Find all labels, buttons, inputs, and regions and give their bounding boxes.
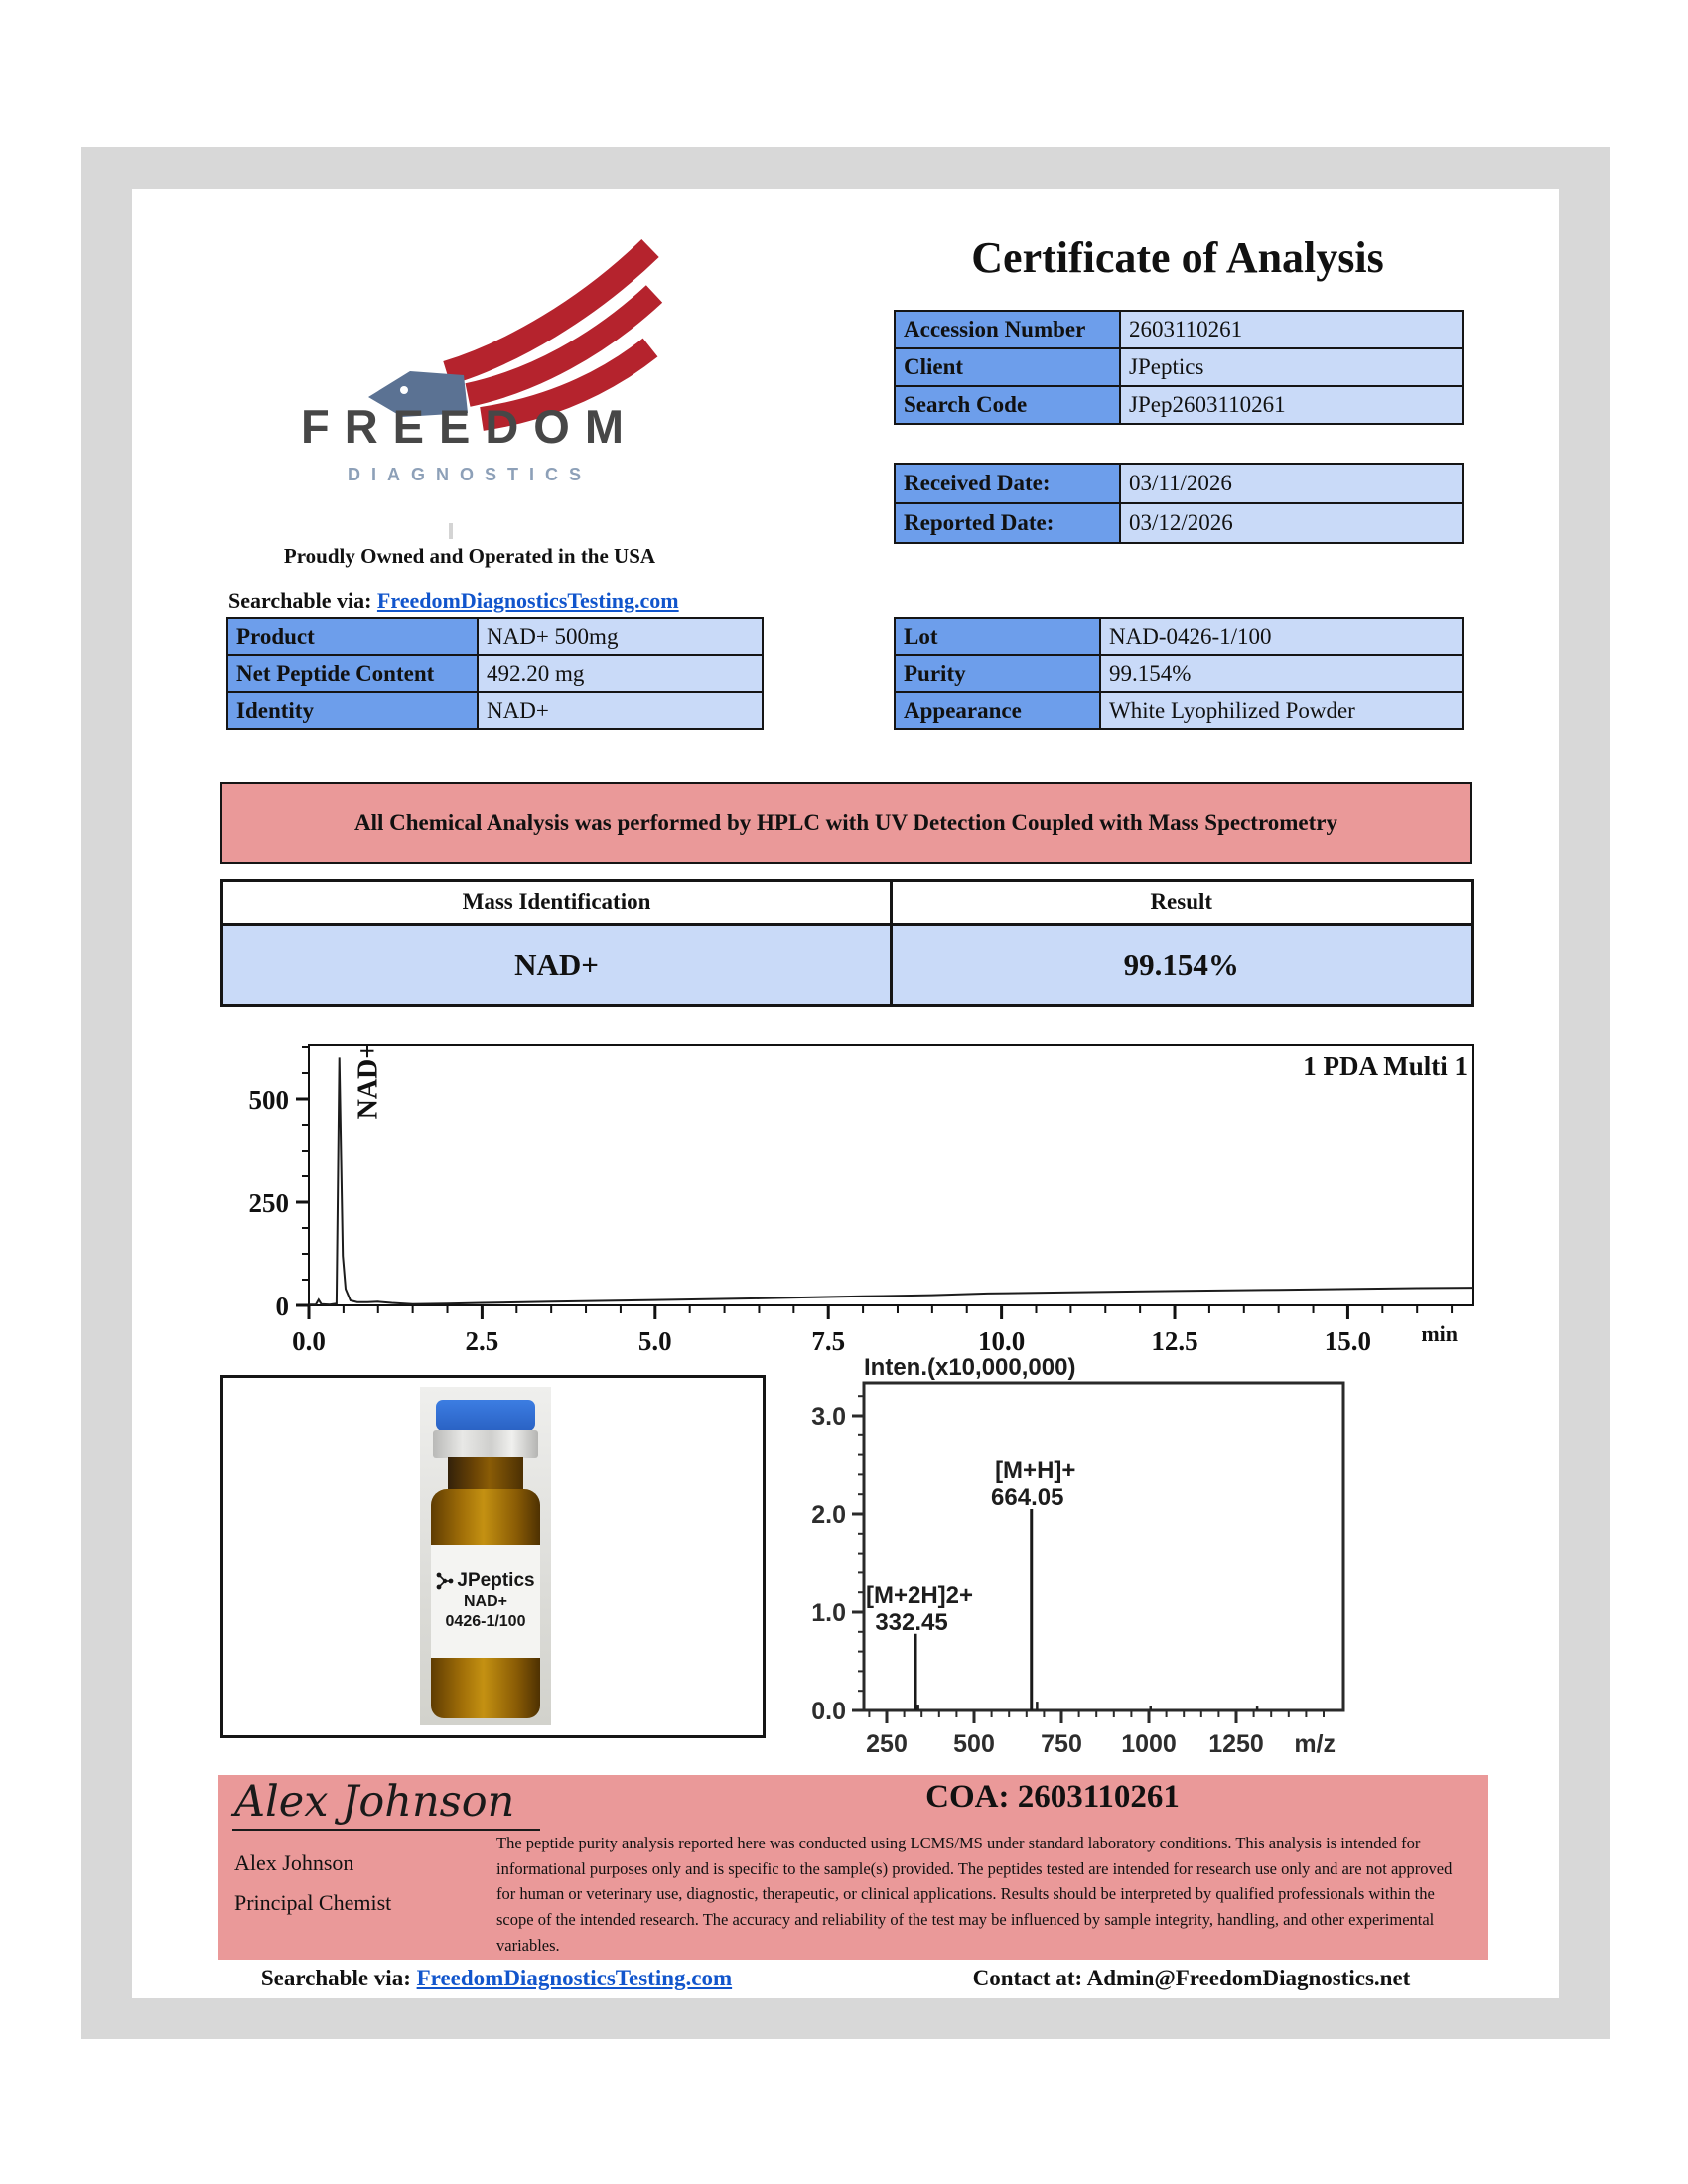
x-axis-tick-label: 15.0 bbox=[1324, 1326, 1372, 1356]
hplc-chromatogram bbox=[220, 1030, 1489, 1358]
searchable-label: Searchable via: bbox=[228, 588, 372, 613]
vial-cap bbox=[436, 1400, 535, 1431]
table-value-cell: NAD+ bbox=[479, 693, 762, 728]
table-value-cell: JPep2603110261 bbox=[1121, 387, 1462, 423]
vial-product-line: NAD+ bbox=[463, 1593, 507, 1610]
ion-label: [M+2H]2+ bbox=[865, 1581, 974, 1609]
x-axis-tick-label: 5.0 bbox=[637, 1326, 672, 1356]
product-vial-photo-frame bbox=[220, 1375, 766, 1738]
table-value-cell: White Lyophilized Powder bbox=[1101, 693, 1462, 728]
mass-spectrum-chart bbox=[794, 1355, 1489, 1762]
result-header-cell: Result bbox=[893, 882, 1472, 923]
page-title: Certificate of Analysis bbox=[971, 233, 1384, 282]
table-label-cell: Reported Date: bbox=[896, 504, 1119, 542]
table-label-cell: Client bbox=[896, 349, 1119, 385]
usa-tagline: Proudly Owned and Operated in the USA bbox=[283, 544, 656, 568]
table-value-cell: JPeptics bbox=[1121, 349, 1462, 385]
vial-body bbox=[431, 1489, 540, 1718]
table-value-cell: NAD+ 500mg bbox=[479, 619, 762, 654]
y-axis-tick-label: 500 bbox=[248, 1085, 289, 1115]
x-axis-tick-label: 12.5 bbox=[1151, 1326, 1198, 1356]
footer-contact-label: Contact at: bbox=[972, 1966, 1083, 1990]
table-label-cell: Product bbox=[228, 619, 477, 654]
x-axis-unit-label: min bbox=[1421, 1321, 1458, 1346]
signer-name: Alex Johnson bbox=[234, 1850, 354, 1875]
x-axis-tick-label: 750 bbox=[1041, 1730, 1082, 1758]
chromatogram-plot-box bbox=[309, 1042, 1473, 1305]
molecule-icon bbox=[436, 1572, 454, 1590]
mz-value-label: 332.45 bbox=[875, 1608, 948, 1636]
mass-id-value-cell: NAD+ bbox=[223, 926, 890, 1004]
product-table bbox=[226, 617, 764, 730]
logo-brand-text: FREEDOM bbox=[301, 400, 638, 453]
x-axis-unit-label: m/z bbox=[1294, 1730, 1336, 1758]
table-label-cell: Identity bbox=[228, 693, 477, 728]
method-banner: All Chemical Analysis was performed by HPLC with UV Detection Coupled with Mass Spectrometry bbox=[220, 782, 1472, 864]
mz-value-label: 664.05 bbox=[991, 1484, 1064, 1512]
x-axis-tick-label: 7.5 bbox=[811, 1326, 846, 1356]
table-label-cell: Net Peptide Content bbox=[228, 656, 477, 691]
ion-label: [M+H]+ bbox=[995, 1457, 1076, 1485]
vial-neck bbox=[448, 1457, 523, 1490]
disclaimer-text: The peptide purity analysis reported here was conducted using LCMS/MS under standard laboratory conditions. This analysis is intended for informational purposes only and is specific to the sample(s) provided. The peptides tested are intended for research use only and are not approved for human or veterinary use, diagnostic, therapeutic, or clinical applications. Results should be interpreted by qualified professionals within the scope of the intended research. The accuracy and reliability of the test may be influenced by sample integrity, handling, and other experimental variables. bbox=[496, 1834, 1453, 1955]
logo-sub-text: DIAGNOSTICS bbox=[347, 465, 592, 484]
chromatogram-trace bbox=[309, 1057, 1473, 1304]
y-axis-tick-label: 1.0 bbox=[811, 1599, 846, 1627]
searchable-link[interactable]: FreedomDiagnosticsTesting.com bbox=[376, 588, 679, 613]
vial-label bbox=[431, 1545, 540, 1658]
result-value-cell: 99.154% bbox=[893, 926, 1472, 1004]
vial-brand-row bbox=[436, 1570, 534, 1592]
y-axis-tick-label: 0.0 bbox=[811, 1698, 846, 1725]
accession-table bbox=[894, 310, 1464, 425]
footer-contact-value: Admin@FreedomDiagnostics.net bbox=[1086, 1966, 1411, 1990]
vial-lot-line: 0426-1/100 bbox=[445, 1613, 526, 1630]
detector-channel-label: 1 PDA Multi 1 bbox=[1303, 1051, 1468, 1081]
intensity-axis-label: Inten.(x10,000,000) bbox=[864, 1355, 1076, 1381]
footer-searchable-line bbox=[238, 1966, 755, 1991]
table-value-cell: 03/11/2026 bbox=[1121, 465, 1462, 502]
x-axis-tick-label: 1000 bbox=[1121, 1730, 1177, 1758]
signer-role: Principal Chemist bbox=[234, 1890, 392, 1915]
footer-searchable-link[interactable]: FreedomDiagnosticsTesting.com bbox=[416, 1966, 733, 1990]
signature-script: Alex Johnson bbox=[232, 1777, 540, 1831]
table-label-cell: Appearance bbox=[896, 693, 1099, 728]
x-axis-tick-label: 2.5 bbox=[465, 1326, 499, 1356]
coa-number: COA: 2603110261 bbox=[925, 1779, 1180, 1815]
scan-artifact bbox=[449, 523, 453, 539]
y-axis-tick-label: 250 bbox=[248, 1188, 289, 1218]
x-axis-tick-label: 0.0 bbox=[292, 1326, 326, 1356]
table-label-cell: Accession Number bbox=[896, 312, 1119, 347]
mass-id-header-cell: Mass Identification bbox=[223, 882, 890, 923]
table-label-cell: Received Date: bbox=[896, 465, 1119, 502]
searchable-line bbox=[228, 588, 679, 614]
vial-brand-text: JPeptics bbox=[457, 1570, 535, 1591]
signature-block bbox=[218, 1775, 1488, 1960]
table-value-cell: 99.154% bbox=[1101, 656, 1462, 691]
eagle-eye bbox=[400, 386, 408, 394]
y-axis-tick-label: 0 bbox=[275, 1292, 289, 1321]
mass-identification-table bbox=[220, 879, 1474, 1007]
table-value-cell: 492.20 mg bbox=[479, 656, 762, 691]
x-axis-tick-label: 10.0 bbox=[977, 1326, 1026, 1356]
peak-label: NAD+ bbox=[352, 1042, 384, 1120]
x-axis-tick-label: 250 bbox=[866, 1730, 908, 1758]
y-axis-tick-label: 3.0 bbox=[811, 1403, 846, 1431]
x-axis-tick-label: 500 bbox=[953, 1730, 995, 1758]
table-label-cell: Search Code bbox=[896, 387, 1119, 423]
vial-crimp-seal bbox=[433, 1430, 538, 1458]
product-vial-photo bbox=[420, 1387, 551, 1725]
lot-table bbox=[894, 617, 1464, 730]
spectrum-plot-box bbox=[864, 1383, 1343, 1710]
table-label-cell: Purity bbox=[896, 656, 1099, 691]
footer-searchable-label: Searchable via: bbox=[260, 1966, 411, 1990]
x-axis-tick-label: 1250 bbox=[1208, 1730, 1264, 1758]
table-label-cell: Lot bbox=[896, 619, 1099, 654]
table-value-cell: NAD-0426-1/100 bbox=[1101, 619, 1462, 654]
y-axis-tick-label: 2.0 bbox=[811, 1501, 846, 1529]
table-value-cell: 03/12/2026 bbox=[1121, 504, 1462, 542]
dates-table bbox=[894, 463, 1464, 544]
table-value-cell: 2603110261 bbox=[1121, 312, 1462, 347]
footer-contact-line bbox=[943, 1966, 1440, 1991]
